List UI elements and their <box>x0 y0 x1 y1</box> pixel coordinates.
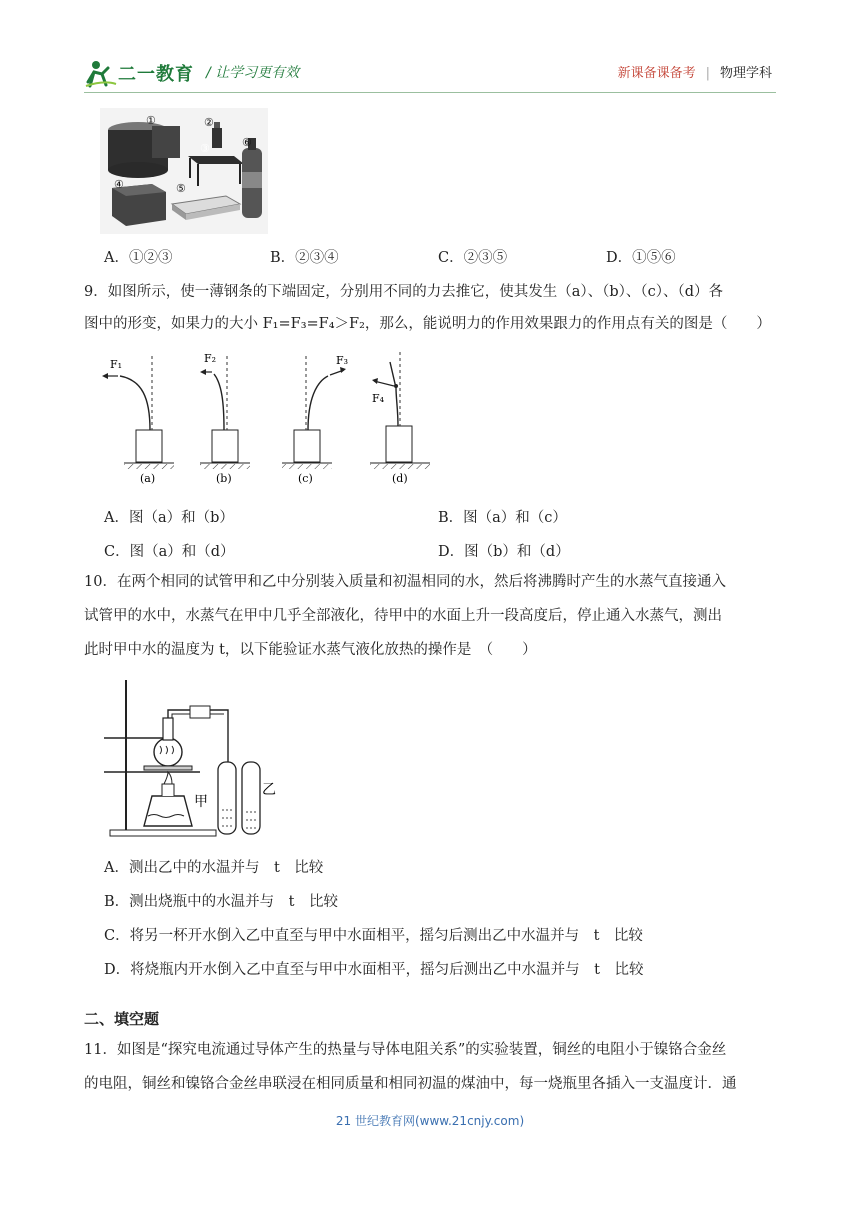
q10-option-b[interactable]: B．测出烧瓶中的水温并与 t 比较 <box>104 894 338 910</box>
q8-label-6: ⑥ <box>242 136 252 149</box>
section-fill-in-title: 二、填空题 <box>84 1010 160 1028</box>
q9-figure-d <box>370 352 430 485</box>
header-subject-label: 物理学科 <box>719 66 772 81</box>
q11-stem-line2: 的电阻，铜丝和镍铬合金丝串联浸在相同质量和相同初温的煤油中，每一烧瓶里各插入一支温度计．通 <box>84 1076 737 1092</box>
q9-stem-line1: 9．如图所示，使一薄钢条的下端固定，分别用不同的力去推它，使其发生（a）、（b）、（c）、（d）各 <box>84 284 724 300</box>
q9-label-b: (b) <box>216 472 232 485</box>
q9-label-d: (d) <box>392 472 408 485</box>
q8-option-d[interactable]: D．①⑤⑥ <box>606 250 676 266</box>
q10-apparatus-figure <box>104 676 274 840</box>
q9-option-c[interactable]: C．图（a）和（d） <box>104 544 235 560</box>
q9-stem-line2: 图中的形变，如果力的大小 F₁=F₃=F₄＞F₂，那么，能说明力的作用效果跟力的作用点有关的图是（ ） <box>84 316 771 332</box>
q9-force-f2: F₂ <box>204 352 217 365</box>
q8-label-2: ② <box>204 116 214 129</box>
q9-option-b[interactable]: B．图（a）和（c） <box>438 510 567 526</box>
q8-option-c[interactable]: C．②③⑤ <box>438 250 508 266</box>
q9-figure-a <box>102 356 174 485</box>
q8-label-5: ⑤ <box>176 182 186 195</box>
brand-name: 二一教育 <box>118 64 194 85</box>
q10-stem-line1: 10．在两个相同的试管甲和乙中分别装入质量和初温相同的水，然后将沸腾时产生的水蒸气直接通入 <box>84 574 726 590</box>
q8-option-b[interactable]: B．②③④ <box>270 250 339 266</box>
q8-label-4: ④ <box>114 178 124 191</box>
q10-tube-jia-label: 甲 <box>194 794 208 810</box>
q9-label-c: (c) <box>298 472 313 485</box>
q10-option-a[interactable]: A．测出乙中的水温并与 t 比较 <box>104 860 324 876</box>
q9-force-f1: F₁ <box>110 358 123 371</box>
q9-label-a: (a) <box>140 472 156 485</box>
q8-option-a[interactable]: A．①②③ <box>104 250 173 266</box>
header-subject <box>618 62 772 81</box>
q8-label-3: ③ <box>200 142 210 155</box>
q9-force-f4: F₄ <box>372 392 385 405</box>
q8-label-1: ① <box>146 114 156 127</box>
q10-option-d[interactable]: D．将烧瓶内开水倒入乙中直至与甲中水面相平，摇匀后测出乙中水温并与 t 比较 <box>104 962 644 978</box>
header-divider <box>84 92 776 93</box>
q10-stem-line3: 此时甲中水的温度为 t，以下能验证水蒸气液化放热的操作是 （ ） <box>84 642 537 658</box>
q9-steel-strip-figure <box>96 348 440 490</box>
q9-force-f3: F₃ <box>336 354 349 367</box>
q9-option-d[interactable]: D．图（b）和（d） <box>438 544 570 560</box>
q10-option-c[interactable]: C．将另一杯开水倒入乙中直至与甲中水面相平，摇匀后测出乙中水温并与 t 比较 <box>104 928 643 944</box>
header-course-label: 新课备课备考 <box>617 66 696 81</box>
header-separator: | <box>705 66 710 81</box>
q11-stem-line1: 11．如图是“探究电流通过导体产生的热量与导体电阻关系”的实验装置，铜丝的电阻小于镍铬合金丝 <box>84 1042 727 1058</box>
footer-source: 21 世纪教育网(www.21cnjy.com) <box>335 1114 525 1128</box>
header-slogan: / 让学习更有效 <box>206 65 300 81</box>
q10-tube-yi-label: 乙 <box>262 782 276 798</box>
q8-equipment-figure <box>100 108 268 234</box>
q9-figure-b <box>200 352 250 485</box>
q9-figure-c <box>282 354 348 485</box>
q9-option-a[interactable]: A．图（a）和（b） <box>104 510 234 526</box>
q10-stem-line2: 试管甲的水中，水蒸气在甲中几乎全部液化，待甲中的水面上升一段高度后，停止通入水蒸气，测出 <box>84 608 722 624</box>
